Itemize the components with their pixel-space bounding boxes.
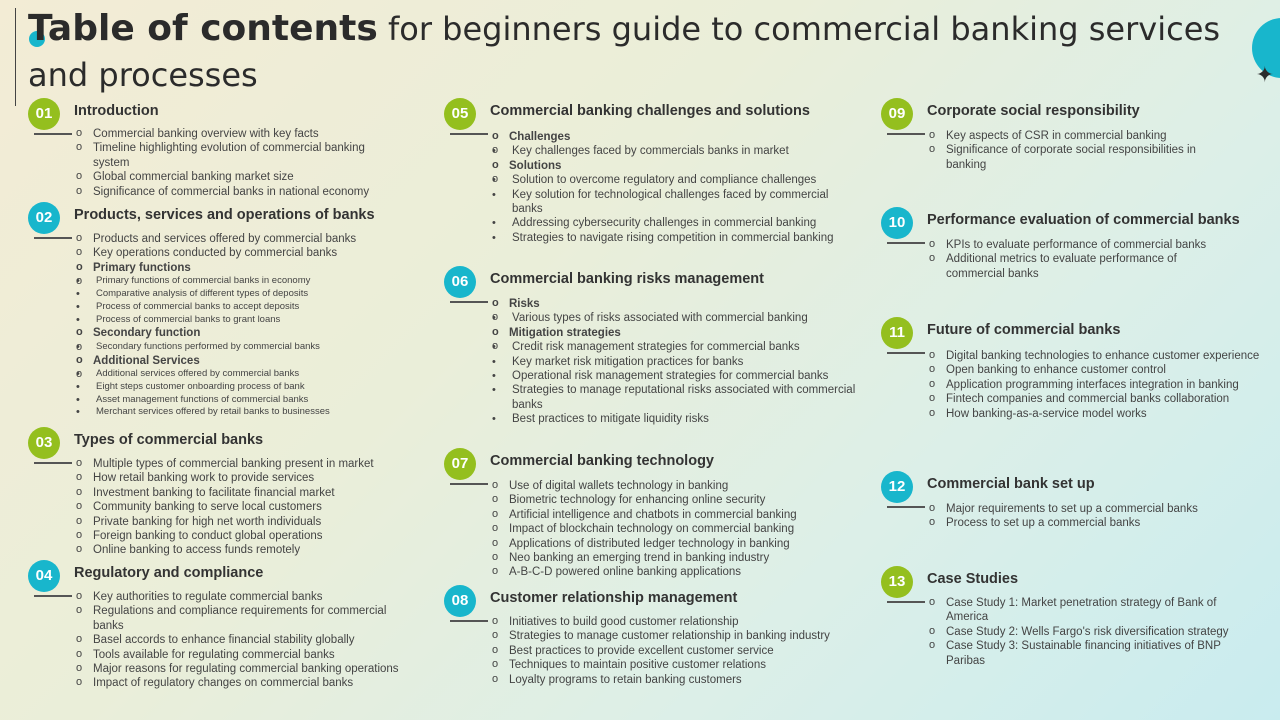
section-title[interactable]: Introduction [74, 103, 159, 119]
sub-list-item: • o Various types of risks associated with commercial banking [492, 311, 862, 325]
list-item: o Biometric technology for enhancing online security [492, 493, 872, 507]
list-item: o Digital banking technologies to enhance customer experience [929, 349, 1269, 363]
list-item: o Private banking for high net worth individuals [76, 515, 456, 529]
sublist-container [492, 144, 862, 158]
sub-list-item: • Comparative analysis of different types of deposits [76, 288, 456, 301]
section-number-badge: 06 [444, 266, 476, 298]
section-title[interactable]: Commercial banking challenges and solutions [490, 103, 810, 119]
list-item: o Timeline highlighting evolution of commercial banking system [76, 141, 376, 170]
sub-list-item: • Process of commercial banks to accept deposits [76, 301, 456, 314]
section-number-badge: 12 [881, 471, 913, 503]
list-item: o Significance of corporate social responsibilities in banking [929, 143, 1204, 172]
list-item: o Products and services offered by commercial banks [76, 232, 456, 246]
list-item: o Use of digital wallets technology in banking [492, 479, 872, 493]
list-subheading: o Secondary function [76, 326, 456, 340]
sub-list-item: • Addressing cybersecurity challenges in commercial banking [492, 216, 862, 230]
section-title[interactable]: Types of commercial banks [74, 432, 264, 448]
page-title-rest: for beginners guide to commercial banking services and processes [28, 10, 1221, 94]
section-number-badge: 07 [444, 448, 476, 480]
sub-list-item: • o Secondary functions performed by commercial banks [76, 341, 456, 354]
sub-list-item: • o Primary functions of commercial banks in economy [76, 275, 456, 288]
list-item: o Case Study 1: Market penetration strategy of Bank of America [929, 596, 1229, 625]
list-item: o Foreign banking to conduct global operations [76, 529, 456, 543]
sub-list-item: • o Credit risk management strategies for commercial banks [492, 340, 862, 354]
list-item: o Best practices to provide excellent customer service [492, 644, 882, 658]
list-item: o Artificial intelligence and chatbots in commercial banking [492, 508, 872, 522]
list-item: o Investment banking to facilitate financial market [76, 486, 456, 500]
list-item: o Impact of regulatory changes on commercial banks [76, 676, 416, 690]
list-item: o Key authorities to regulate commercial banks [76, 590, 416, 604]
list-item: o Open banking to enhance customer control [929, 363, 1269, 377]
list-item: o How banking-as-a-service model works [929, 407, 1269, 421]
section-number-badge: 03 [28, 427, 60, 459]
sub-list-item: • Eight steps customer onboarding process of bank [76, 381, 456, 394]
sub-list-item: • Strategies to navigate rising competition in commercial banking [492, 231, 862, 245]
title-divider-line [15, 8, 16, 106]
sub-list-item: • Strategies to manage reputational risks associated with commercial banks [492, 383, 862, 412]
page-title-bold: Table of contents [28, 8, 378, 49]
list-item: o Community banking to serve local customers [76, 500, 456, 514]
list-item: o Basel accords to enhance financial stability globally [76, 633, 416, 647]
list-item: o Initiatives to build good customer relationship [492, 615, 882, 629]
sublist-container [76, 341, 456, 354]
sub-list-item: • Merchant services offered by retail banks to businesses [76, 406, 456, 419]
sub-list-item: • Key solution for technological challenges faced by commercial banks [492, 188, 862, 217]
list-item: o Multiple types of commercial banking present in market [76, 457, 456, 471]
sublist-container [492, 340, 862, 426]
list-item: o Loyalty programs to retain banking customers [492, 673, 882, 687]
section-number-badge: 09 [881, 98, 913, 130]
list-item: o Fintech companies and commercial banks collaboration [929, 392, 1269, 406]
list-subheading: o Solutions [492, 159, 862, 173]
list-item: o Applications of distributed ledger technology in banking [492, 537, 872, 551]
section-title[interactable]: Case Studies [927, 571, 1019, 587]
section-number-badge: 10 [881, 207, 913, 239]
section-number-badge: 05 [444, 98, 476, 130]
list-item: o A-B-C-D powered online banking applications [492, 565, 872, 579]
sub-list-item: • Best practices to mitigate liquidity risks [492, 412, 862, 426]
list-subheading: o Mitigation strategies [492, 326, 862, 340]
sublist-container [76, 368, 456, 419]
section-number-badge: 01 [28, 98, 60, 130]
sparkle-icon: ✦ [1255, 62, 1274, 87]
sub-list-item: • Asset management functions of commercial banks [76, 394, 456, 407]
sublist-container [76, 275, 456, 326]
list-item: o Case Study 2: Wells Fargo's risk diversification strategy [929, 625, 1229, 639]
list-item: o Key aspects of CSR in commercial banking [929, 129, 1204, 143]
section-title[interactable]: Future of commercial banks [927, 322, 1121, 338]
list-item: o Significance of commercial banks in national economy [76, 185, 376, 199]
list-item: o Global commercial banking market size [76, 170, 376, 184]
list-item: o Additional metrics to evaluate performance of commercial banks [929, 252, 1219, 281]
list-item: o Impact of blockchain technology on commercial banking [492, 522, 872, 536]
list-item: o Neo banking an emerging trend in banking industry [492, 551, 872, 565]
section-number-badge: 11 [881, 317, 913, 349]
list-item: o Strategies to manage customer relationship in banking industry [492, 629, 882, 643]
list-subheading: o Additional Services [76, 354, 456, 368]
section-number-badge: 08 [444, 585, 476, 617]
sub-list-item: • Key market risk mitigation practices for banks [492, 355, 862, 369]
list-item: o Tools available for regulating commercial banks [76, 648, 416, 662]
section-title[interactable]: Performance evaluation of commercial banks [927, 212, 1240, 228]
list-subheading: o Risks [492, 297, 862, 311]
section-number-badge: 02 [28, 202, 60, 234]
section-title[interactable]: Corporate social responsibility [927, 103, 1140, 119]
list-subheading: o Primary functions [76, 261, 456, 275]
sub-list-item: • o Key challenges faced by commercials banks in market [492, 144, 862, 158]
section-number-badge: 13 [881, 566, 913, 598]
sublist-container [492, 311, 862, 325]
sub-list-item: • o Solution to overcome regulatory and compliance challenges [492, 173, 862, 187]
list-item: o Case Study 3: Sustainable financing initiatives of BNP Paribas [929, 639, 1229, 668]
sub-list-item: • Operational risk management strategies for commercial banks [492, 369, 862, 383]
list-item: o Major reasons for regulating commercial banking operations [76, 662, 416, 676]
list-item: o Major requirements to set up a commercial banks [929, 502, 1269, 516]
section-title[interactable]: Commercial bank set up [927, 476, 1095, 492]
page-title [28, 6, 1243, 98]
list-item: o Techniques to maintain positive customer relations [492, 658, 882, 672]
sub-list-item: • o Additional services offered by commercial banks [76, 368, 456, 381]
list-subheading: o Challenges [492, 130, 862, 144]
list-item: o KPIs to evaluate performance of commercial banks [929, 238, 1219, 252]
sub-list-item: • Process of commercial banks to grant loans [76, 314, 456, 327]
section-title[interactable]: Commercial banking technology [490, 453, 714, 469]
list-item: o Commercial banking overview with key facts [76, 127, 376, 141]
section-title[interactable]: Products, services and operations of banks [74, 207, 375, 223]
list-item: o Application programming interfaces integration in banking [929, 378, 1269, 392]
list-item: o How retail banking work to provide services [76, 471, 456, 485]
list-item: o Process to set up a commercial banks [929, 516, 1269, 530]
section-title[interactable]: Commercial banking risks management [490, 271, 764, 287]
section-number-badge: 04 [28, 560, 60, 592]
sublist-container [492, 173, 862, 245]
section-title[interactable]: Customer relationship management [490, 590, 738, 606]
list-item: o Regulations and compliance requirements for commercial banks [76, 604, 416, 633]
list-item: o Online banking to access funds remotely [76, 543, 456, 557]
section-title[interactable]: Regulatory and compliance [74, 565, 264, 581]
list-item: o Key operations conducted by commercial banks [76, 246, 456, 260]
